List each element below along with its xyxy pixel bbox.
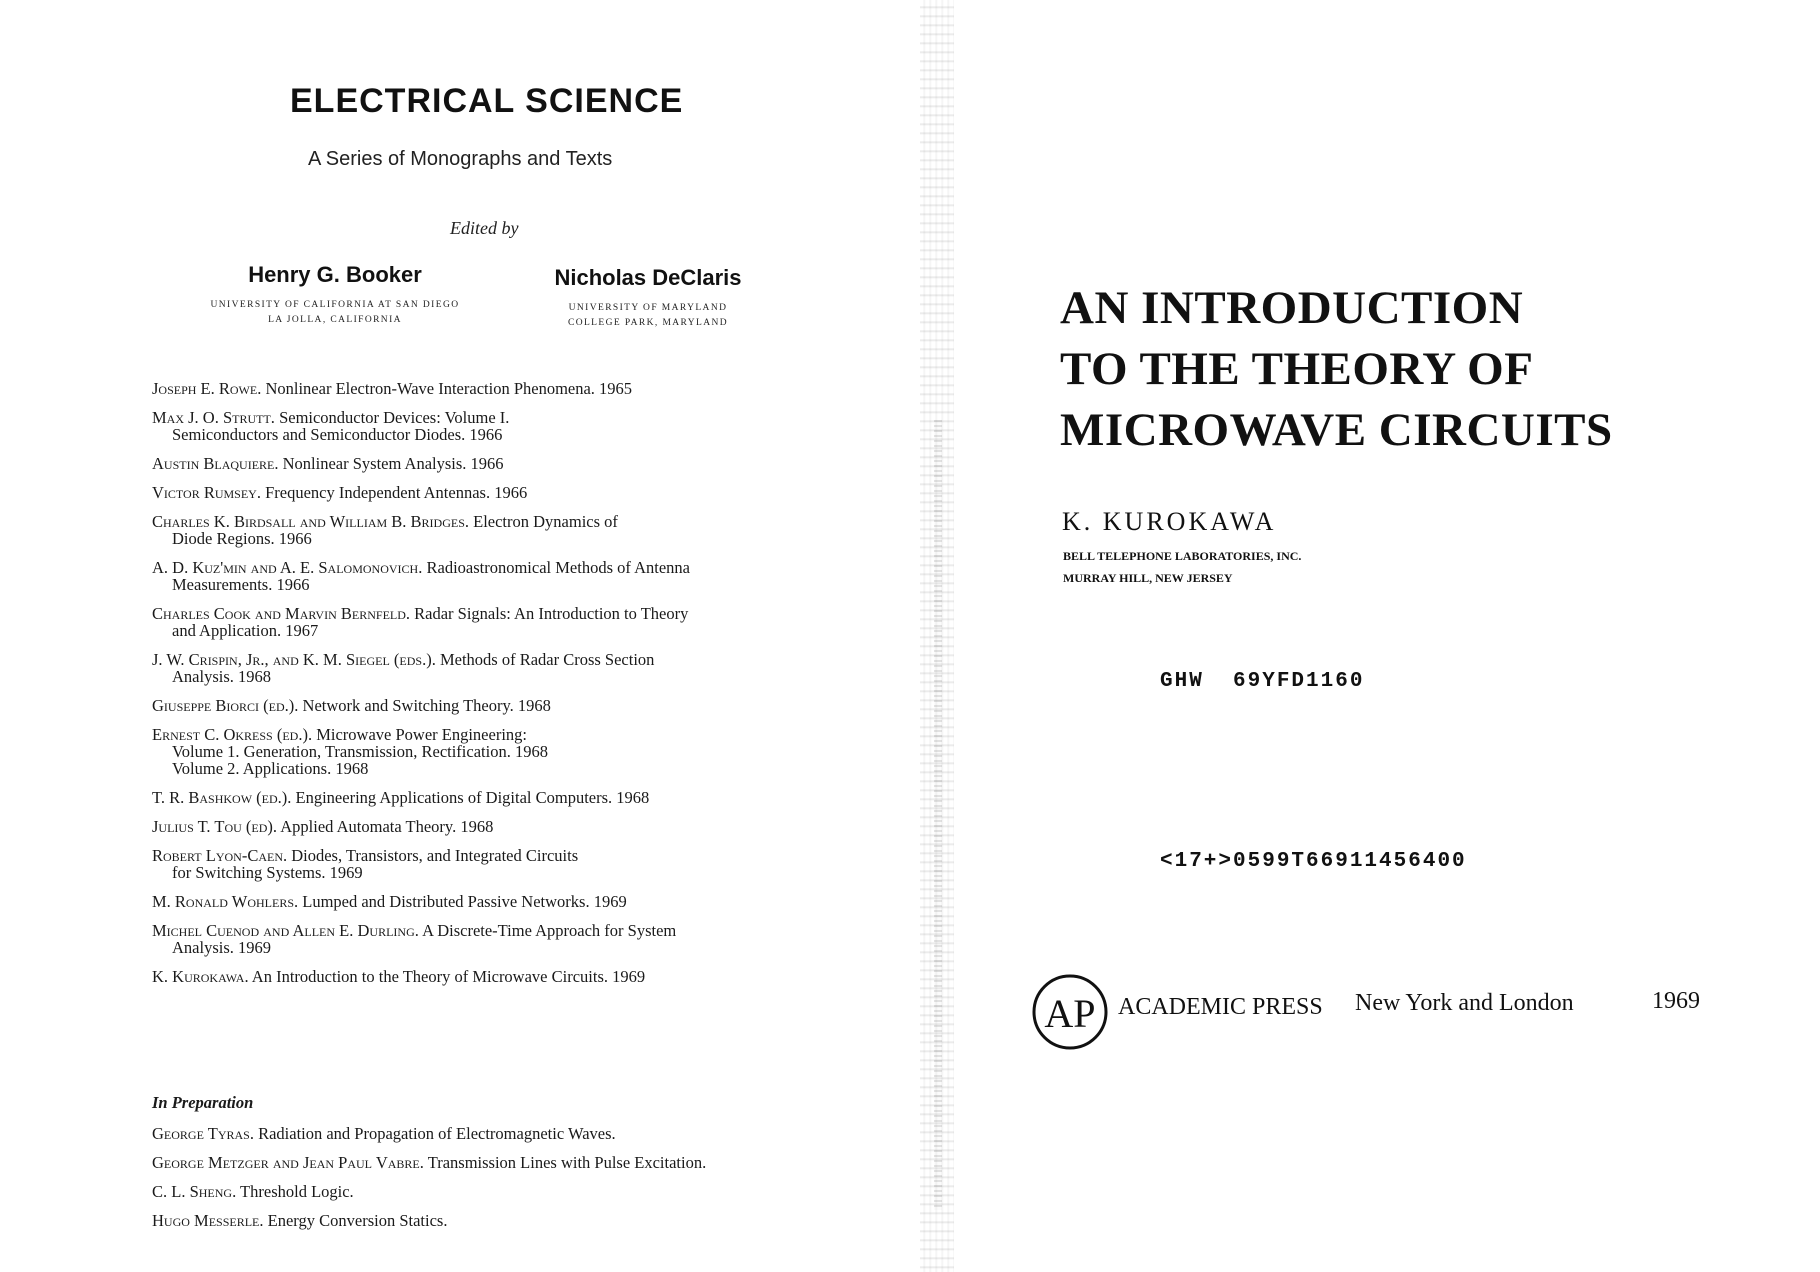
book-author: K. Kurokawa. — [152, 967, 249, 986]
editor-name: Nicholas DeClaris — [554, 265, 742, 290]
book-author: Austin Blaquiere. — [152, 454, 279, 473]
book-title: Threshold Logic. — [240, 1182, 354, 1201]
book-author: Hugo Messerle. — [152, 1211, 264, 1230]
book-entry — [152, 818, 852, 835]
publisher-imprint — [1030, 972, 1730, 1052]
book-author: Charles Cook and Marvin Bernfeld. — [152, 604, 411, 623]
book-title: Diodes, Transistors, and Integrated Circuits — [291, 846, 579, 865]
logo-text: AP — [1044, 991, 1096, 1036]
book-title: Electron Dynamics of — [473, 512, 618, 531]
series-title: ELECTRICAL SCIENCE — [290, 82, 684, 120]
book-title: Methods of Radar Cross Section — [439, 650, 655, 669]
book-entry — [152, 726, 852, 777]
book-author: George Tyras. — [152, 1124, 254, 1143]
book-title: An Introduction to the Theory of Microwave Circuits. 1969 — [251, 967, 646, 986]
editor-affiliation — [185, 298, 485, 328]
book-title-continued: and Application. 1967 — [172, 621, 319, 640]
book-title-continued: for Switching Systems. 1969 — [172, 863, 363, 882]
book-entry — [152, 380, 852, 397]
book-title-continued: Measurements. 1966 — [172, 575, 310, 594]
book-entry — [152, 789, 852, 806]
book-title: Microwave Power Engineering: — [316, 725, 527, 744]
in-preparation-list — [152, 1125, 872, 1241]
prep-entry — [152, 1183, 872, 1200]
book-author: J. W. Crispin, Jr., and K. M. Siegel (eds.). — [152, 650, 436, 669]
series-subtitle: A Series of Monographs and Texts — [308, 148, 613, 170]
book-author: C. L. Sheng. — [152, 1182, 237, 1201]
book-entry — [152, 922, 852, 956]
book-title-continued: Volume 1. Generation, Transmission, Rectification. 1968 — [172, 742, 548, 761]
book-entry — [152, 513, 852, 547]
book-title-continued: Analysis. 1969 — [172, 938, 271, 957]
book-author: Robert Lyon-Caen. — [152, 846, 288, 865]
library-stamp: <17+>0599T66911456400 — [1160, 850, 1467, 873]
book-author: T. R. Bashkow (ed.). — [152, 788, 292, 807]
prep-entry — [152, 1154, 872, 1171]
editor-declaris — [548, 265, 748, 331]
book-title: Lumped and Distributed Passive Networks. 1969 — [302, 892, 627, 911]
book-entry — [152, 893, 852, 910]
book-title: Energy Conversion Statics. — [267, 1211, 448, 1230]
book-author: Ernest C. Okress (ed.). — [152, 725, 313, 744]
book-author: Joseph E. Rowe. — [152, 379, 262, 398]
book-title-continued: Analysis. 1968 — [172, 667, 271, 686]
book-title-main — [1060, 278, 1760, 461]
publisher-name: ACADEMIC PRESS — [1118, 994, 1323, 1020]
book-author: Victor Rumsey. — [152, 483, 261, 502]
book-title-continued: Volume 2. Applications. 1968 — [172, 759, 369, 778]
book-entry — [152, 559, 852, 593]
book-author: A. D. Kuz'min and A. E. Salomonovich. — [152, 558, 423, 577]
affiliation-line: MURRAY HILL, NEW JERSEY — [1063, 571, 1233, 585]
prep-entry — [152, 1212, 872, 1229]
book-title-continued: Semiconductors and Semiconductor Diodes. 1966 — [172, 425, 503, 444]
book-author: Michel Cuenod and Allen E. Durling. — [152, 921, 419, 940]
title-line: TO THE THEORY OF — [1060, 343, 1534, 395]
book-title: Engineering Applications of Digital Computers. 1968 — [295, 788, 650, 807]
book-author: Julius T. Tou (ed). — [152, 817, 278, 836]
title-line: MICROWAVE CIRCUITS — [1060, 404, 1613, 456]
title-line: AN INTRODUCTION — [1060, 282, 1524, 334]
book-entry — [152, 847, 852, 881]
book-author-name: K. KUROKAWA — [1062, 507, 1277, 536]
book-entry — [152, 409, 852, 443]
book-title-continued: Diode Regions. 1966 — [172, 529, 312, 548]
editor-name: Henry G. Booker — [248, 262, 422, 287]
affiliation-line: BELL TELEPHONE LABORATORIES, INC. — [1063, 549, 1302, 563]
book-entry — [152, 651, 852, 685]
book-title: Applied Automata Theory. 1968 — [280, 817, 494, 836]
edited-by-label: Edited by — [450, 218, 519, 238]
book-title: Radar Signals: An Introduction to Theory — [414, 604, 689, 623]
editor-affiliation-line: UNIVERSITY OF MARYLAND — [568, 303, 728, 313]
book-title: Nonlinear Electron-Wave Interaction Phenomena. 1965 — [265, 379, 633, 398]
book-title: Frequency Independent Antennas. 1966 — [265, 483, 528, 502]
publication-year: 1969 — [1652, 988, 1700, 1014]
book-entry — [152, 455, 852, 472]
book-title: Network and Switching Theory. 1968 — [302, 696, 551, 715]
author-affiliation — [1063, 545, 1301, 589]
book-entry — [152, 697, 852, 714]
book-title: Transmission Lines with Pulse Excitation. — [427, 1153, 707, 1172]
library-stamp: GHW 69YFD1160 — [1160, 670, 1365, 693]
editor-affiliation-line: UNIVERSITY OF CALIFORNIA AT SAN DIEGO — [210, 300, 460, 310]
book-title: Radioastronomical Methods of Antenna — [426, 558, 690, 577]
book-entry — [152, 968, 852, 985]
publisher-city: New York and London — [1355, 990, 1574, 1016]
book-author: Max J. O. Strutt. — [152, 408, 275, 427]
book-title: A Discrete-Time Approach for System — [422, 921, 677, 940]
book-title: Radiation and Propagation of Electromagnetic Waves. — [258, 1124, 616, 1143]
prep-entry — [152, 1125, 872, 1142]
book-author: Giuseppe Biorci (ed.). — [152, 696, 299, 715]
book-entry — [152, 605, 852, 639]
in-preparation-heading: In Preparation — [152, 1093, 254, 1112]
editor-booker — [185, 262, 485, 328]
academic-press-logo — [1030, 972, 1110, 1052]
book-author: M. Ronald Wohlers. — [152, 892, 299, 911]
editor-affiliation-line: COLLEGE PARK, MARYLAND — [567, 318, 729, 328]
book-entry — [152, 484, 852, 501]
series-book-list — [152, 380, 852, 997]
editor-affiliation-line: LA JOLLA, CALIFORNIA — [268, 315, 402, 325]
book-author: Charles K. Birdsall and William B. Bridges. — [152, 512, 469, 531]
book-author: George Metzger and Jean Paul Vabre. — [152, 1153, 424, 1172]
book-title: Semiconductor Devices: Volume I. — [279, 408, 510, 427]
editor-affiliation — [548, 301, 748, 331]
book-title: Nonlinear System Analysis. 1966 — [282, 454, 504, 473]
